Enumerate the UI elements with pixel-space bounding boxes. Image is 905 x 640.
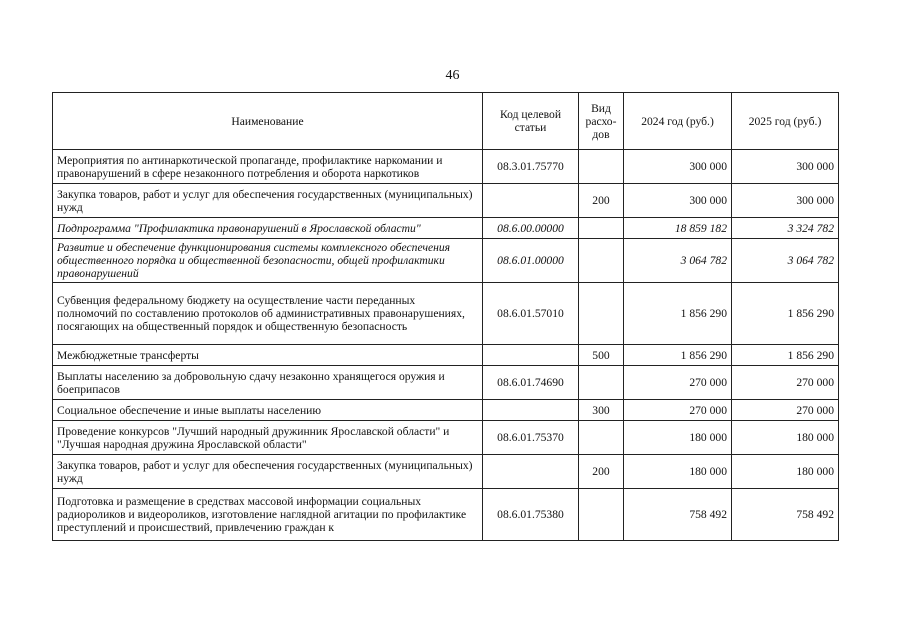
row-2024: 1 856 290 [624, 283, 732, 345]
header-code: Код целевой статьи [483, 93, 579, 150]
table-row [53, 239, 839, 283]
header-2024: 2024 год (руб.) [624, 93, 732, 150]
table-row [53, 421, 839, 455]
row-2024: 300 000 [624, 150, 732, 184]
row-code: 08.6.01.57010 [483, 283, 579, 345]
row-name: Закупка товаров, работ и услуг для обеспечения государственных (муниципальных) нужд [53, 184, 483, 218]
row-2024: 180 000 [624, 421, 732, 455]
row-code [483, 184, 579, 218]
row-2024: 270 000 [624, 366, 732, 400]
row-2025: 1 856 290 [732, 345, 839, 366]
header-2025: 2025 год (руб.) [732, 93, 839, 150]
row-code: 08.6.01.75380 [483, 489, 579, 541]
table-row [53, 150, 839, 184]
table-row [53, 455, 839, 489]
row-kind: 200 [579, 455, 624, 489]
row-2024: 1 856 290 [624, 345, 732, 366]
row-kind [579, 239, 624, 283]
row-2025: 180 000 [732, 455, 839, 489]
row-2025: 300 000 [732, 150, 839, 184]
row-code: 08.6.01.00000 [483, 239, 579, 283]
row-kind [579, 421, 624, 455]
row-name: Закупка товаров, работ и услуг для обеспечения государственных (муниципальных) нужд [53, 455, 483, 489]
row-name: Субвенция федеральному бюджету на осуществление части переданных полномочий по составлению протоколов об административных правонарушениях, посягающих на общественный порядок и общественную безопасность [53, 283, 483, 345]
row-kind [579, 489, 624, 541]
row-name: Подпрограмма "Профилактика правонарушений в Ярославской области" [53, 218, 483, 239]
row-kind: 500 [579, 345, 624, 366]
row-kind [579, 366, 624, 400]
table-row [53, 489, 839, 541]
table-row [53, 283, 839, 345]
row-kind: 200 [579, 184, 624, 218]
row-2025: 1 856 290 [732, 283, 839, 345]
row-2025: 300 000 [732, 184, 839, 218]
row-name: Мероприятия по антинаркотической пропаганде, профилактике наркомании и правонарушений в сфере незаконного потребления и оборота наркотиков [53, 150, 483, 184]
table-row [53, 218, 839, 239]
row-name: Развитие и обеспечение функционирования системы комплексного обеспечения общественного порядка и общественной безопасности, общей профилактики правонарушений [53, 239, 483, 283]
row-2024: 270 000 [624, 400, 732, 421]
row-2025: 3 324 782 [732, 218, 839, 239]
row-kind [579, 150, 624, 184]
row-name: Выплаты населению за добровольную сдачу незаконно хранящегося оружия и боеприпасов [53, 366, 483, 400]
row-2025: 758 492 [732, 489, 839, 541]
row-2025: 270 000 [732, 400, 839, 421]
row-name: Межбюджетные трансферты [53, 345, 483, 366]
row-2024: 758 492 [624, 489, 732, 541]
header-name: Наименование [53, 93, 483, 150]
row-kind: 300 [579, 400, 624, 421]
row-code [483, 455, 579, 489]
row-2025: 3 064 782 [732, 239, 839, 283]
row-code [483, 345, 579, 366]
table-row [53, 400, 839, 421]
row-2024: 3 064 782 [624, 239, 732, 283]
row-2024: 18 859 182 [624, 218, 732, 239]
row-code: 08.6.01.74690 [483, 366, 579, 400]
page-number: 46 [445, 68, 460, 83]
budget-table [52, 92, 839, 541]
row-2024: 300 000 [624, 184, 732, 218]
row-2024: 180 000 [624, 455, 732, 489]
row-name: Проведение конкурсов "Лучший народный дружинник Ярославской области" и "Лучшая народная дружина Ярославской области" [53, 421, 483, 455]
header-kind: Вид расхо-дов [579, 93, 624, 150]
row-kind [579, 283, 624, 345]
table-row [53, 345, 839, 366]
row-code [483, 400, 579, 421]
table-row [53, 184, 839, 218]
row-name: Социальное обеспечение и иные выплаты населению [53, 400, 483, 421]
row-code: 08.6.01.75370 [483, 421, 579, 455]
table-row [53, 366, 839, 400]
row-name: Подготовка и размещение в средствах массовой информации социальных радиороликов и видеороликов, изготовление наглядной агитации по профилактике преступлений и происшествий, привлечению граждан к [53, 489, 483, 541]
row-2025: 180 000 [732, 421, 839, 455]
row-code: 08.6.00.00000 [483, 218, 579, 239]
table-header-row [53, 93, 839, 150]
row-2025: 270 000 [732, 366, 839, 400]
row-kind [579, 218, 624, 239]
row-code: 08.3.01.75770 [483, 150, 579, 184]
